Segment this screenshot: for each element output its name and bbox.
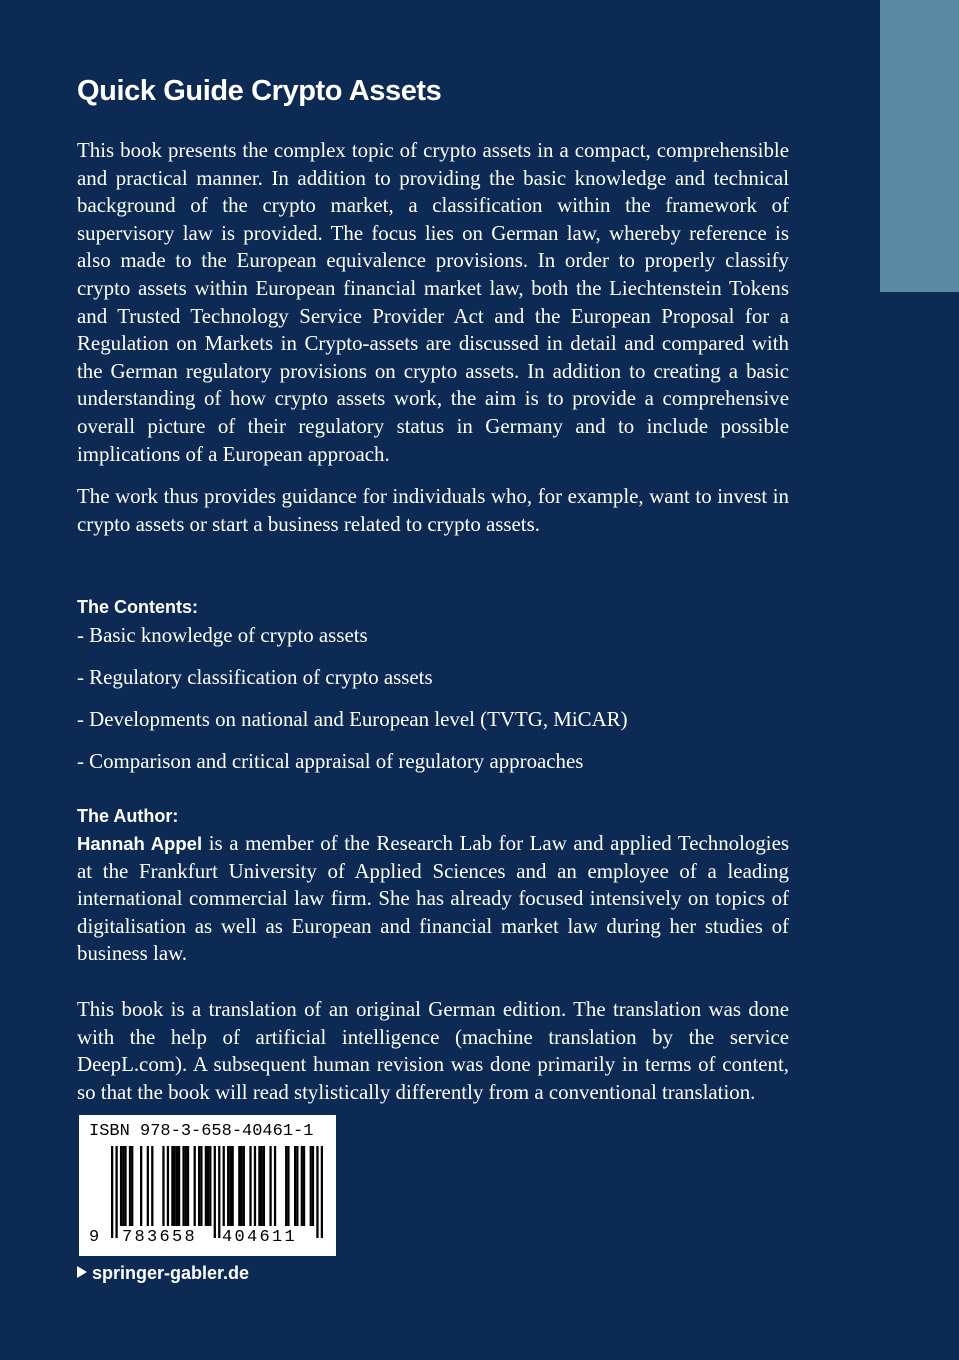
barcode-bar: [321, 1146, 323, 1238]
barcode-bar: [227, 1146, 229, 1226]
barcode-bar: [296, 1146, 298, 1226]
barcode-bar: [214, 1146, 216, 1238]
barcode-bar: [182, 1146, 184, 1226]
arrow-right-icon: [77, 1266, 87, 1278]
barcode-bar: [187, 1146, 189, 1226]
barcode-bar: [140, 1146, 142, 1226]
publisher-link[interactable]: [77, 1260, 249, 1286]
translation-note-text: This book is a translation of an original German edition. The translation was done with the help of artificial intelligence (machine translation by the service DeepL.com). A subsequent human revision was done primarily in terms of content, so that the book will read stylistically differently from a conventional translation.: [77, 997, 789, 1104]
description-paragraph-1: This book presents the complex topic of crypto assets in a compact, comprehensible and practical manner. In addition to providing the basic knowledge and technical background of the crypto market, a classification within the framework of supervisory law is provided. The focus lies on German law, whereby reference is also made to the European equivalence provisions. In order to properly classify crypto assets within European financial market law, both the Liechtenstein Tokens and Trusted Technology Service Provider Act and the European Proposal for a Regulation on Markets in Crypto-assets are discussed in detail and compared with the German regulatory provisions on crypto assets. In addition to creating a basic understanding of how crypto assets work, the aim is to provide a comprehensive overall picture of their regulatory status in Germany and to include possible implications of a European approach.: [77, 138, 789, 466]
barcode-bar: [238, 1146, 240, 1226]
barcode-bar: [120, 1146, 122, 1226]
barcode-bar: [194, 1146, 196, 1226]
author-bio-text: is a member of the Research Lab for Law and applied Technologies at the Frankfurt University of Applied Sciences and an employee of a leading international commercial law firm. She has already focused intensively on topics of digitalisation as well as European and financial market law during her studies of business law.: [77, 831, 789, 966]
barcode-bar: [218, 1146, 220, 1238]
book-title: Quick Guide Crypto Assets: [77, 75, 442, 107]
barcode-bar: [151, 1146, 153, 1226]
publisher-link-text: springer-gabler.de: [92, 1263, 250, 1283]
barcode-bar: [205, 1146, 207, 1226]
barcode-bar: [285, 1146, 287, 1226]
barcode-bar: [240, 1146, 242, 1226]
barcode-bar: [111, 1146, 113, 1238]
barcode-bar: [178, 1146, 180, 1226]
barcode-bars: [111, 1146, 323, 1238]
barcode-bar: [312, 1146, 314, 1226]
barcode-lead-digit: 9: [89, 1228, 100, 1247]
barcode-bar: [269, 1146, 271, 1226]
barcode-bar: [310, 1146, 312, 1226]
translation-note: [77, 996, 789, 1106]
barcode-bar: [122, 1146, 124, 1226]
barcode-bar: [303, 1146, 305, 1226]
isbn-barcode: [79, 1115, 336, 1256]
book-description: [77, 137, 789, 468]
contents-item: - Developments on national and European level (TVTG, MiCAR): [77, 707, 628, 731]
barcode-bar: [254, 1146, 256, 1226]
barcode-bar: [261, 1146, 263, 1226]
barcode-bar: [294, 1146, 296, 1226]
barcode-bar: [274, 1146, 276, 1226]
barcode-bar: [287, 1146, 289, 1226]
barcode-bar: [115, 1146, 117, 1238]
contents-item: - Regulatory classification of crypto assets: [77, 665, 433, 689]
barcode-bar: [200, 1146, 202, 1226]
description-paragraph-2: The work thus provides guidance for individuals who, for example, want to invest in crypto assets or start a business related to crypto assets.: [77, 484, 789, 536]
contents-list: [77, 621, 789, 789]
barcode-bar: [129, 1146, 131, 1226]
isbn-label: ISBN 978-3-658-40461-1: [89, 1122, 314, 1141]
barcode-bar: [249, 1146, 251, 1226]
barcode-left-digits: 783658: [122, 1228, 198, 1247]
barcode-bar: [258, 1146, 260, 1226]
barcode-bar: [209, 1146, 211, 1226]
barcode-bar: [167, 1146, 169, 1226]
barcode-bar: [147, 1146, 149, 1226]
barcode-bar: [243, 1146, 245, 1226]
barcode-bar: [232, 1146, 234, 1226]
barcode-bar: [207, 1146, 209, 1226]
contents-heading: The Contents:: [77, 597, 198, 617]
barcode-bar: [176, 1146, 178, 1226]
barcode-bar: [185, 1146, 187, 1226]
barcode-bar: [263, 1146, 265, 1226]
barcode-bar: [171, 1146, 173, 1226]
barcode-bar: [301, 1146, 303, 1226]
barcode-bar: [162, 1146, 164, 1226]
barcode-bar: [316, 1146, 318, 1238]
barcode-bar: [173, 1146, 175, 1226]
barcode-bar: [124, 1146, 126, 1226]
barcode-bar: [198, 1146, 200, 1226]
author-bio: [77, 830, 789, 968]
barcode-bar: [229, 1146, 231, 1226]
contents-item: - Comparison and critical appraisal of regulatory approaches: [77, 749, 584, 773]
barcode-bar: [131, 1146, 133, 1226]
accent-bar: [880, 0, 959, 292]
book-description-closing: [77, 483, 789, 538]
contents-item: - Basic knowledge of crypto assets: [77, 623, 368, 647]
author-heading: The Author:: [77, 806, 179, 826]
barcode-right-digits: 404611: [222, 1228, 298, 1247]
author-bio-paragraph: [77, 830, 789, 968]
author-name: Hannah Appel: [77, 833, 203, 854]
barcode-bar: [223, 1146, 225, 1226]
